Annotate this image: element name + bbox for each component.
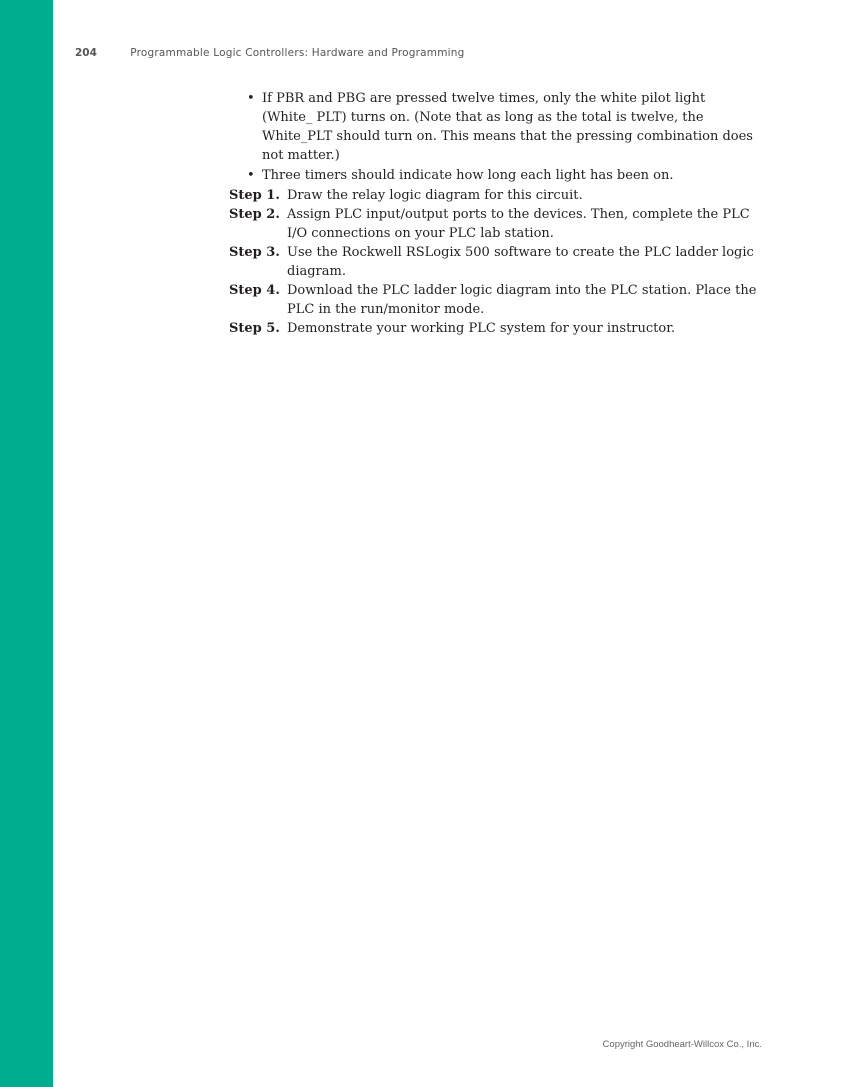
step-item [229,281,759,319]
step-text: Demonstrate your working PLC system for your instructor. [287,321,676,336]
step-label: Step 4. [229,283,280,298]
bullet-icon: • [247,91,255,106]
step-label: Step 5. [229,321,280,336]
main-content [229,89,759,338]
bullet-item [245,166,759,185]
step-item [229,243,759,281]
step-text: Assign PLC input/output ports to the devices. Then, complete the PLC I/O connections on your PLC lab station. [287,207,750,241]
step-label: Step 3. [229,245,280,260]
bullet-item [245,89,759,165]
step-text: Download the PLC ladder logic diagram into the PLC station. Place the PLC in the run/monitor mode. [287,283,757,317]
book-title: Programmable Logic Controllers: Hardware and Programming [130,47,465,59]
bullet-text: Three timers should indicate how long each light has been on. [262,168,674,183]
step-text: Draw the relay logic diagram for this circuit. [287,188,583,203]
page-number: 204 [75,47,97,59]
bullet-text: If PBR and PBG are pressed twelve times, only the white pilot light (White_ PLT) turns on. (Note that as long as the total is twelve, the White_PLT should turn on. This means that the pressing combination does not matter.) [262,91,753,163]
step-label: Step 1. [229,188,280,203]
step-label: Step 2. [229,207,280,222]
step-item [229,205,759,243]
step-list [229,186,759,338]
bullet-list [245,89,759,185]
running-header [75,47,464,59]
step-item [229,319,759,338]
copyright-footer: Copyright Goodheart-Willcox Co., Inc. [602,1039,762,1050]
side-color-band [0,0,53,1087]
bullet-icon: • [247,168,255,183]
step-text: Use the Rockwell RSLogix 500 software to create the PLC ladder logic diagram. [287,245,754,279]
step-item [229,186,759,205]
